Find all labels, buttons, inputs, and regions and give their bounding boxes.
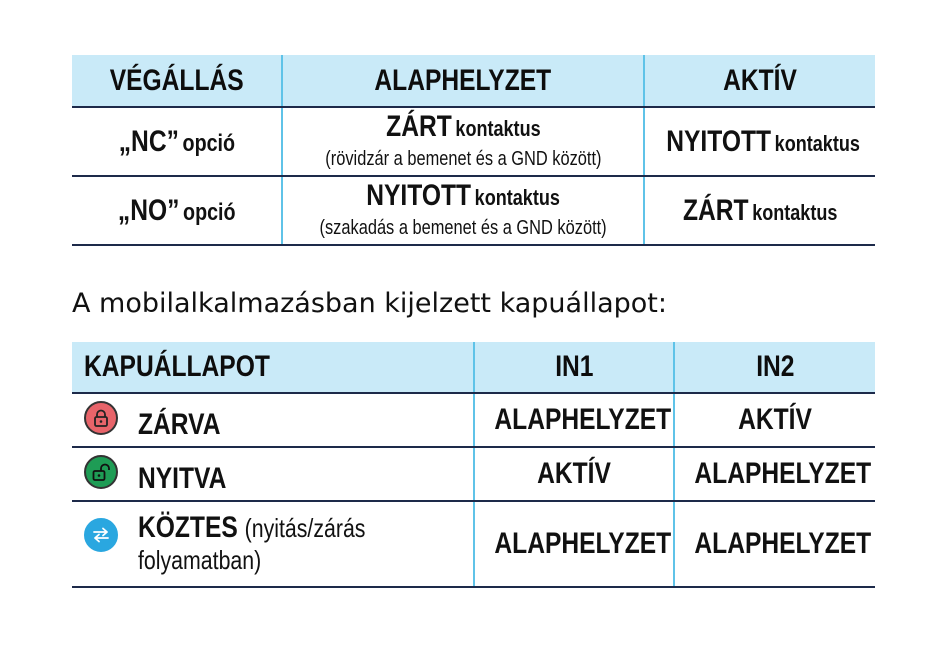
column-header: VÉGÁLLÁS [72, 55, 282, 107]
in1-cell: AKTÍV [474, 447, 674, 501]
table-row [72, 393, 875, 447]
swap-arrows-icon [84, 518, 118, 552]
table-header-row [72, 342, 875, 393]
end-position-table [72, 55, 875, 246]
column-header: IN1 [474, 342, 674, 393]
gate-state-note: (nyitás/zárás [244, 513, 366, 543]
option-cell: „NC” opció [72, 107, 282, 176]
base-state-cell: ZÁRT kontaktus (rövidzár a bemenet és a GND között) [282, 107, 644, 176]
table-row [72, 107, 875, 176]
table-row [72, 501, 875, 587]
in2-cell: ALAPHELYZET [674, 447, 875, 501]
active-state-cell: NYITOTT kontaktus [644, 107, 875, 176]
gate-state-note: folyamatban) [138, 545, 262, 575]
active-state-cell: ZÁRT kontaktus [644, 176, 875, 245]
section-caption: A mobilalkalmazásban kijelzett kapuállapot: [72, 288, 667, 319]
table-row [72, 176, 875, 245]
gate-state-cell [72, 447, 474, 501]
in1-cell: ALAPHELYZET [474, 501, 674, 587]
in2-cell: ALAPHELYZET [674, 501, 875, 587]
column-header: ALAPHELYZET [282, 55, 644, 107]
option-cell: „NO” opció [72, 176, 282, 245]
table-header-row [72, 55, 875, 107]
gate-state-table [72, 342, 875, 588]
column-header: KAPUÁLLAPOT [72, 342, 474, 393]
gate-state-label: ZÁRVA [138, 408, 221, 441]
base-state-cell: NYITOTT kontaktus (szakadás a bemenet és a GND között) [282, 176, 644, 245]
gate-state-label: NYITVA [138, 462, 227, 495]
gate-state-label: KÖZTES (nyitás/zárás folyamatban) [138, 511, 366, 575]
column-header: IN2 [674, 342, 875, 393]
gate-state-cell [72, 393, 474, 447]
lock-closed-icon [84, 401, 118, 435]
column-header: AKTÍV [644, 55, 875, 107]
gate-state-cell [72, 501, 474, 587]
in2-cell: AKTÍV [674, 393, 875, 447]
table-row [72, 447, 875, 501]
in1-cell: ALAPHELYZET [474, 393, 674, 447]
lock-open-icon [84, 455, 118, 489]
